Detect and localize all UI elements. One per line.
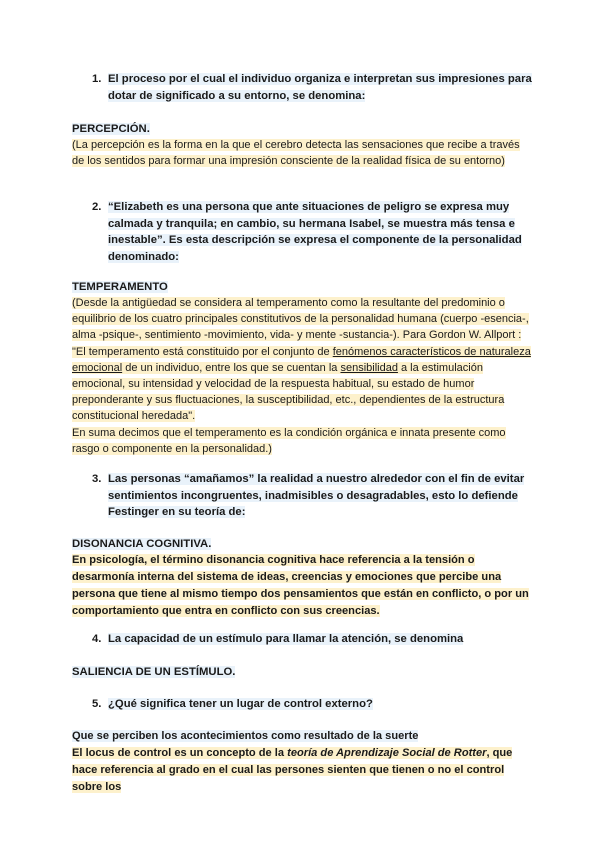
answer-text: En psicología, el término disonancia cognitiva hace referencia a la tensión o desarmonía interna del sistema de ideas, creencias y emociones que percibe una persona que tiene al mismo tiempo dos pensamientos que están en conflicto, o por un comportamiento que entra en conflicto con sus creencias. — [72, 554, 529, 617]
answer-3 — [72, 536, 532, 620]
question-4 — [92, 631, 532, 648]
question-number: 3. — [92, 473, 102, 485]
question-number: 1. — [92, 73, 102, 85]
question-text: Las personas “amañamos” la realidad a nuestro alrededor con el fin de evitar sentimientos incongruentes, inadmisibles o desagradables, esto lo defiende Festinger en su teoría de: — [108, 473, 525, 518]
answer-1 — [72, 121, 532, 169]
answer-title: SALIENCIA DE UN ESTÍMULO. — [72, 666, 236, 678]
question-text: “Elizabeth es una persona que ante situaciones de peligro se expresa muy calmada y tranquila; en cambio, su hermana Isabel, se muestra más tensa e inestable”. Es esta descripción se expresa el componente de la personalidad denominado: — [108, 201, 522, 263]
question-1 — [92, 71, 532, 104]
answer-5 — [72, 728, 532, 796]
question-text: La capacidad de un estímulo para llamar la atención, se denomina — [108, 633, 464, 645]
answer-title: TEMPERAMENTO — [72, 281, 168, 293]
answer-2 — [72, 279, 532, 457]
answer-short: Que se perciben los acontecimientos como resultado de la suerte — [72, 730, 419, 742]
answer-summary: En suma decimos que el temperamento es la condición orgánica e innata presente como rasgo o componente en la personalidad.) — [72, 426, 506, 455]
answer-text: El locus de control es un concepto de la teoría de Aprendizaje Social de Rotter, que hace referencia al grado en el cual las persones sienten que tienen o no el control sobre los — [72, 747, 513, 793]
answer-title: DISONANCIA COGNITIVA. — [72, 538, 212, 550]
answer-4 — [72, 664, 532, 680]
answer-title: PERCEPCIÓN. — [72, 123, 150, 135]
question-number: 4. — [92, 633, 102, 645]
question-3 — [92, 471, 532, 521]
answer-paragraph: (Desde la antigüedad se considera al temperamento como la resultante del predominio o equilibrio de los cuatro principales constitutivos de la personalidad humana (cuerpo -esencia-, alma -psique-, sentimiento -movimiento, vida- y mente -sustancia-). Para Gordon W. Allport : "El temperamento está constituido por el conjunto de fenómenos característicos de naturaleza emocional de un individuo, entre los que se cuentan la sensibilidad a la estimulación emocional, su intensidad y velocidad de la respuesta habitual, su estado de humor preponderante y sus fluctuaciones, la susceptibilidad, etc., dependientes de la estructura constitucional heredada". — [72, 297, 531, 423]
question-2 — [92, 199, 532, 265]
rotter-theory: teoría de Aprendizaje Social de Rotter — [287, 747, 487, 759]
link-fenomenos[interactable]: fenómenos característicos de naturaleza emocional — [72, 345, 531, 374]
question-number: 2. — [92, 201, 102, 213]
question-text: El proceso por el cual el individuo organiza e interpretan sus impresiones para dotar de significado a su entorno, se denomina: — [108, 73, 532, 102]
link-sensibilidad[interactable]: sensibilidad — [340, 361, 398, 374]
question-text: ¿Qué significa tener un lugar de control externo? — [108, 698, 373, 710]
question-5 — [92, 696, 532, 713]
answer-text: (La percepción es la forma en la que el cerebro detecta las sensaciones que recibe a través de los sentidos para formar una impresión consciente de la realidad física de su entorno) — [72, 139, 520, 168]
question-number: 5. — [92, 698, 102, 710]
